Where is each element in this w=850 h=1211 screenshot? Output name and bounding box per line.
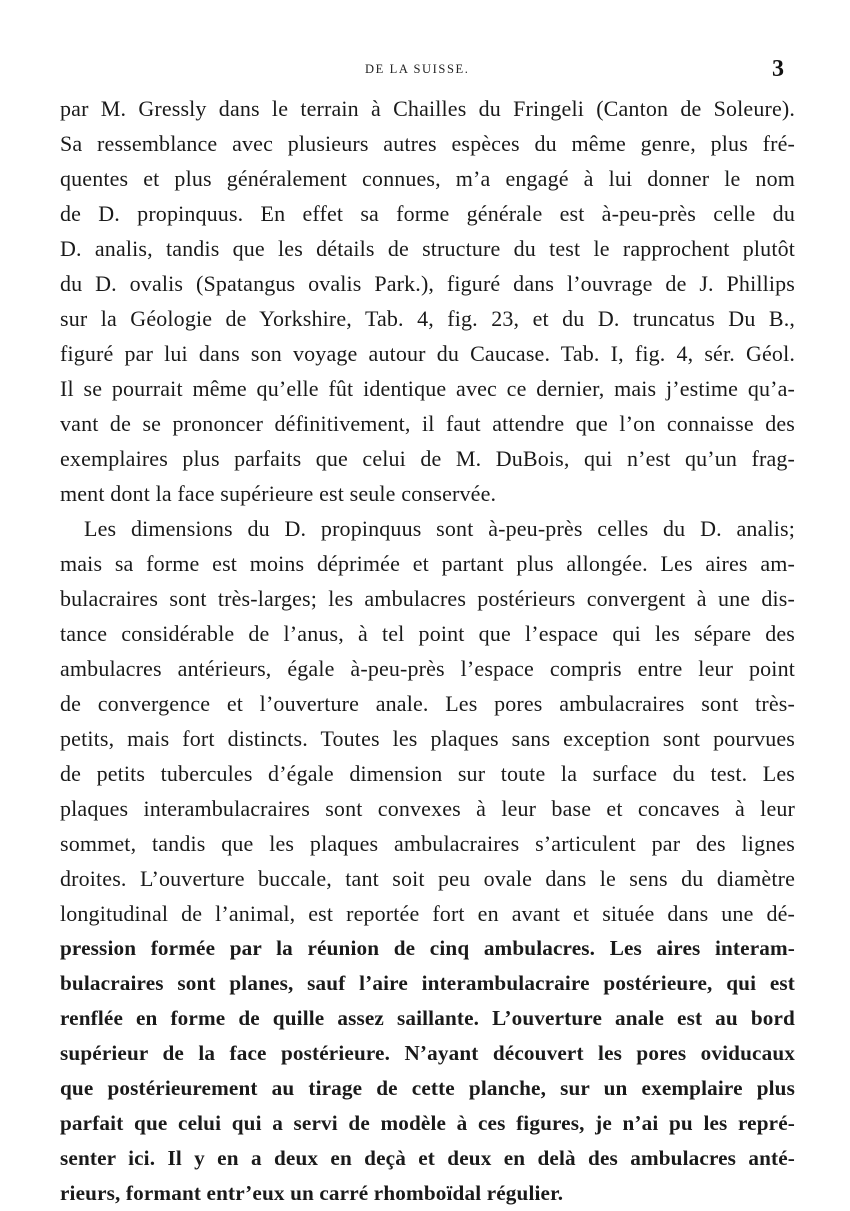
page-number: 3 — [772, 56, 784, 82]
text-line: longitudinal de l’animal, est reportée fort en avant et située dans une dé- — [60, 901, 795, 926]
text-line: bulacraires sont planes, sauf l’aire interambulacraire postérieure, qui est — [60, 971, 795, 995]
text-line: de D. propinquus. En effet sa forme générale est à-peu-près celle du — [60, 201, 795, 226]
text-line: que postérieurement au tirage de cette planche, sur un exemplaire plus — [60, 1076, 795, 1100]
running-title: DE LA SUISSE. — [365, 62, 470, 76]
text-line: bulacraires sont très-larges; les ambulacres postérieurs convergent à une dis- — [60, 586, 795, 611]
text-line: quentes et plus généralement connues, m’a engagé à lui donner le nom — [60, 166, 795, 191]
text-line: petits, mais fort distincts. Toutes les plaques sans exception sont pourvues — [60, 726, 795, 751]
text-line: droites. L’ouverture buccale, tant soit peu ovale dans le sens du diamètre — [60, 866, 795, 891]
text-line: plaques interambulacraires sont convexes à leur base et concaves à leur — [60, 796, 795, 821]
body-text — [60, 91, 795, 1211]
text-line: renflée en forme de quille assez saillante. L’ouverture anale est au bord — [60, 1006, 795, 1030]
text-line: figuré par lui dans son voyage autour du Caucase. Tab. I, fig. 4, sér. Géol. — [60, 341, 795, 366]
text-line: sur la Géologie de Yorkshire, Tab. 4, fig. 23, et du D. truncatus Du B., — [60, 306, 795, 331]
paragraph-last-line: ment dont la face supérieure est seule conservée. — [60, 481, 497, 506]
text-line: tance considérable de l’anus, à tel point que l’espace qui les sépare des — [60, 621, 795, 646]
text-line: exemplaires plus parfaits que celui de M. DuBois, qui n’est qu’un frag- — [60, 446, 795, 471]
text-line: vant de se prononcer définitivement, il faut attendre que l’on connaisse des — [60, 411, 795, 436]
text-line: de convergence et l’ouverture anale. Les pores ambulacraires sont très- — [60, 691, 795, 716]
text-line: parfait que celui qui a servi de modèle à ces figures, je n’ai pu les repré- — [60, 1111, 795, 1135]
text-line: sommet, tandis que les plaques ambulacraires s’articulent par des lignes — [60, 831, 795, 856]
text-line: supérieur de la face postérieure. N’ayant découvert les pores oviducaux — [60, 1041, 795, 1065]
running-head — [0, 56, 850, 82]
text-line: mais sa forme est moins déprimée et partant plus allongée. Les aires am- — [60, 551, 795, 576]
paragraph-last-line: rieurs, formant entr’eux un carré rhomboïdal régulier. — [60, 1181, 564, 1205]
text-line: ambulacres antérieurs, égale à-peu-près l’espace compris entre leur point — [60, 656, 795, 681]
text-line: de petits tubercules d’égale dimension sur toute la surface du test. Les — [60, 761, 795, 786]
text-line: par M. Gressly dans le terrain à Chailles du Fringeli (Canton de Soleure). — [60, 96, 795, 121]
text-line: du D. ovalis (Spatangus ovalis Park.), figuré dans l’ouvrage de J. Phillips — [60, 271, 795, 296]
text-line: Il se pourrait même qu’elle fût identique avec ce dernier, mais j’estime qu’a- — [60, 376, 795, 401]
text-line: D. analis, tandis que les détails de structure du test le rapprochent plutôt — [60, 236, 795, 261]
paragraph-first-line: Les dimensions du D. propinquus sont à-peu-près celles du D. analis; — [84, 516, 795, 541]
text-line: senter ici. Il y en a deux en deçà et deux en delà des ambulacres anté- — [60, 1146, 795, 1170]
text-line: Sa ressemblance avec plusieurs autres espèces du même genre, plus fré- — [60, 131, 795, 156]
text-line: pression formée par la réunion de cinq ambulacres. Les aires interam- — [60, 936, 795, 960]
